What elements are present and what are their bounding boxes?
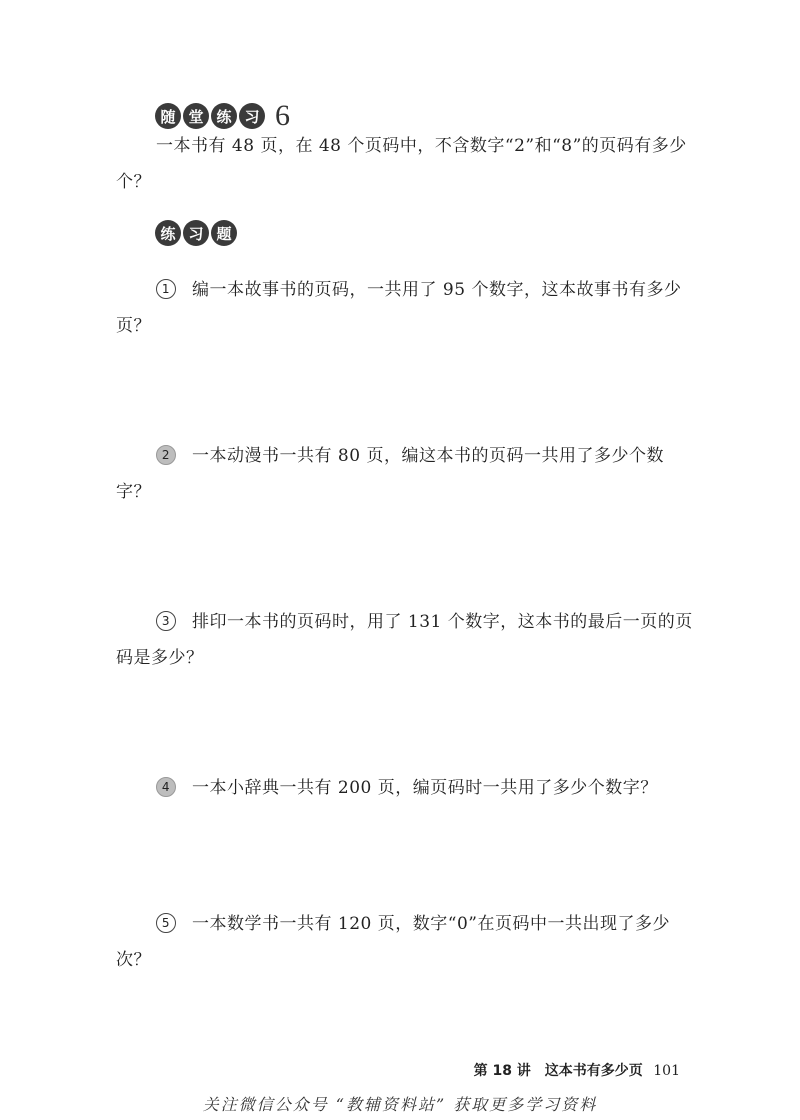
page-number: 101: [653, 1063, 680, 1079]
heading-badge: 练: [155, 220, 181, 246]
question-text: 一本小辞典一共有 200 页，编页码时一共用了多少个数字？: [192, 778, 658, 798]
heading-badge: 随: [155, 103, 181, 129]
question-text: 编一本故事书的页码，一共用了 95 个数字，这本故事书有多少页？: [116, 280, 682, 336]
heading-badge: 练: [211, 103, 237, 129]
lesson-title: 第 18 讲 这本书有多少页: [473, 1063, 643, 1079]
question-number: 4: [156, 777, 176, 797]
heading-badge: 习: [239, 103, 265, 129]
exercise-item: [116, 770, 696, 806]
question-number: 2: [156, 445, 176, 465]
question-number: 5: [156, 913, 176, 933]
practice-number: 6: [275, 99, 290, 132]
watermark-text: 关注微信公众号 “教辅资料站” 获取更多学习资料: [202, 1095, 598, 1114]
question-number: 3: [156, 611, 176, 631]
question-text: 一本动漫书一共有 80 页，编这本书的页码一共用了多少个数字？: [116, 446, 664, 502]
practice-text: 一本书有 48 页，在 48 个页码中，不含数字“2”和“8”的页码有多少个？: [116, 136, 687, 192]
question-text: 一本数学书一共有 120 页，数字“0”在页码中一共出现了多少次？: [116, 914, 670, 970]
question-text: 排印一本书的页码时，用了 131 个数字，这本书的最后一页的页码是多少？: [116, 612, 693, 668]
exercise-item: [116, 272, 696, 344]
heading-badge: 题: [211, 220, 237, 246]
heading-badge: 习: [183, 220, 209, 246]
question-number: 1: [156, 279, 176, 299]
page-footer: [474, 1060, 680, 1080]
exercises-heading: [155, 220, 239, 246]
heading-badge: 堂: [183, 103, 209, 129]
practice-heading: [155, 99, 290, 132]
exercise-item: [116, 438, 696, 510]
exercise-item: [116, 604, 696, 676]
exercise-item: [116, 906, 696, 978]
